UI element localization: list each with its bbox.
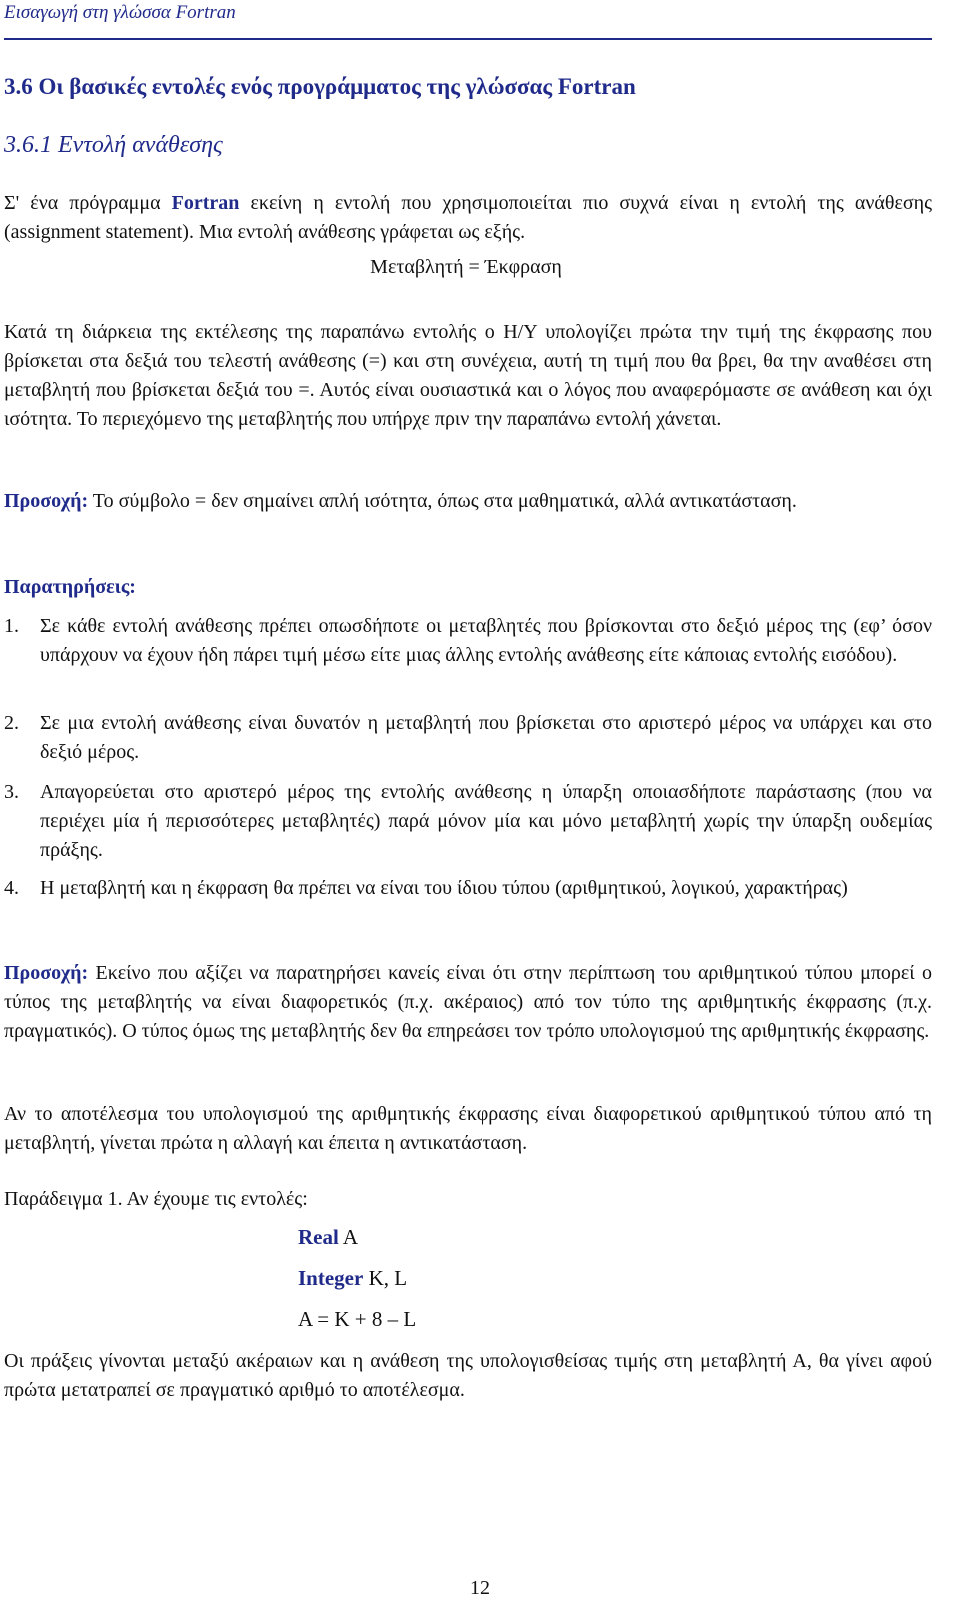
list-text: Σε μια εντολή ανάθεσης είναι δυνατόν η μεταβλητή που βρίσκεται στο αριστερό μέρος να υπάρχει και στο δεξιό μέρος.: [40, 712, 932, 763]
note-text: Το σύμβολο = δεν σημαίνει απλή ισότητα, όπως στα μαθηματικά, αλλά αντικατάσταση.: [88, 490, 797, 512]
list-number: 2.: [4, 712, 19, 734]
list-number: 4.: [4, 877, 19, 899]
remarks-heading: [4, 573, 932, 602]
example-intro: Παράδειγμα 1. Αν έχουμε τις εντολές:: [4, 1188, 308, 1210]
intro-post: εκείνη η εντολή που χρησιμοποιείται πιο συχνά είναι η εντολή της ανάθεσης (assignment statement). Μια εντολή ανάθεσης γράφεται ως εξής.: [4, 192, 932, 243]
note-label: Προσοχή:: [4, 962, 89, 984]
paragraph-conversion: Αν το αποτέλεσμα του υπολογισμού της αριθμητικής έκφρασης είναι διαφορετικού αριθμητικού τύπου από τη μεταβλητή, γίνεται πρώτα η αλλαγή και έπειτα η αντικατάσταση.: [4, 1103, 932, 1154]
note-type: [4, 959, 932, 1046]
code-rest: A: [338, 1225, 359, 1249]
list-text: Η μεταβλητή και η έκφραση θα πρέπει να είναι του ίδιου τύπου (αριθμητικού, λογικού, χαρακτήρας): [40, 877, 848, 899]
fortran-term: Fortran: [171, 192, 240, 214]
section-title: 3.6 Οι βασικές εντολές ενός προγράμματος της γλώσσας Fortran: [4, 74, 636, 99]
paragraph-execution: Κατά τη διάρκεια της εκτέλεσης της παραπάνω εντολής ο Η/Υ υπολογίζει πρώτα την τιμή της έκφρασης που βρίσκεται στα δεξιά του τελεστή ανάθεσης (=) και στη συνέχεια, αυτή τη τιμή που θα βρει, θα την αναθέσει στη μεταβλητή που βρίσκεται δεξιά του =. Αυτός είναι ουσιαστικά και ο λόγος που αναφερόμαστε σε ανάθεση και όχι ισότητα. Το περιεχόμενο της μεταβλητής που υπήρχε πριν την παραπάνω εντολή χάνεται.: [4, 321, 932, 430]
remarks-title: Παρατηρήσεις:: [4, 576, 136, 598]
code-rest: K, L: [363, 1266, 408, 1290]
paragraph-result: Οι πράξεις γίνονται μεταξύ ακέραιων και η ανάθεση της υπολογισθείσας τιμής στη μεταβλητή Α, θα γίνει αφού πρώτα μετατραπεί σε πραγματικό αριθμό το αποτέλεσμα.: [4, 1350, 932, 1401]
list-item: [4, 612, 932, 670]
header-rule: [4, 38, 932, 40]
list-item: [4, 778, 932, 865]
list-item: [4, 874, 932, 903]
note-text: Εκείνο που αξίζει να παρατηρήσει κανείς είναι ότι στην περίπτωση του αριθμητικού τύπου μπορεί ο τύπος της μεταβλητής να είναι διαφορετικός (π.χ. ακέραιος) από τον τύπο της αριθμητικής έκφρασης (π.χ. πραγματικός). Ο τύπος όμως της μεταβλητής δεν θα επηρεάσει τον τρόπο υπολογισμού της αριθμητικής έκφρασης.: [4, 962, 932, 1042]
note-symbol: [4, 487, 932, 516]
list-number: 1.: [4, 615, 19, 637]
note-label: Προσοχή:: [4, 490, 89, 512]
page-number: 12: [470, 1577, 490, 1599]
intro-paragraph: [4, 189, 932, 247]
list-text: Σε κάθε εντολή ανάθεσης πρέπει οπωσδήποτε οι μεταβλητές που βρίσκονται στο δεξιό μέρος της (εφ’ όσον υπάρχουν να έχουν ήδη πάρει τιμή μέσω είτε μιας άλλης εντολής ανάθεσης είτε κάποιας εντολής εισόδου).: [40, 615, 932, 666]
code-keyword: Real: [298, 1225, 339, 1249]
list-number: 3.: [4, 781, 19, 803]
list-text: Απαγορεύεται στο αριστερό μέρος της εντολής ανάθεσης η ύπαρξη οποιασδήποτε παράστασης (που να περιέχει μία ή περισσότερες μεταβλητές) παρά μόνον μία και μόνο μεταβλητή χωρίς την ύπαρξη ουδεμίας πράξης.: [40, 781, 932, 861]
intro-pre: Σ' ένα πρόγραμμα: [4, 192, 172, 214]
code-line-3: A = K + 8 – L: [298, 1307, 417, 1331]
code-keyword: Integer: [298, 1266, 364, 1290]
code-line-1: [298, 1225, 358, 1250]
running-header: Εισαγωγή στη γλώσσα Fortran: [4, 2, 236, 23]
assignment-formula: Μεταβλητή = Έκφραση: [370, 256, 562, 278]
subsection-title: 3.6.1 Εντολή ανάθεσης: [4, 132, 223, 158]
list-item: [4, 709, 932, 767]
code-line-2: [298, 1266, 407, 1291]
